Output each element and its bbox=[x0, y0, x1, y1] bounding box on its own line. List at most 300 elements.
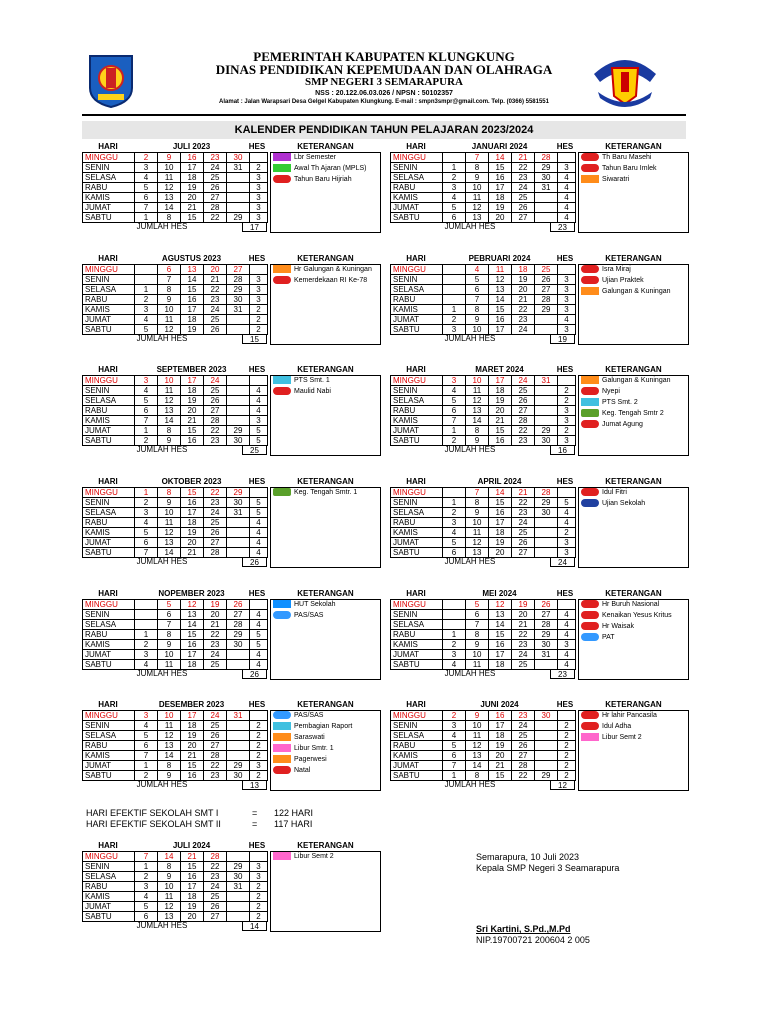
keterangan-item bbox=[273, 164, 367, 174]
hes-cell bbox=[558, 488, 576, 498]
keterangan-item bbox=[273, 175, 352, 185]
date-cell: 10 bbox=[158, 376, 181, 386]
date-cell: 28 bbox=[204, 548, 227, 558]
date-cell: 25 bbox=[204, 892, 227, 902]
keterangan-item bbox=[581, 287, 671, 297]
date-cell: 31 bbox=[227, 163, 250, 173]
day-row bbox=[83, 751, 268, 761]
hes-cell: 3 bbox=[558, 295, 576, 305]
date-cell: 25 bbox=[204, 660, 227, 670]
keterangan-text: Hr lahir Pancasila bbox=[602, 712, 657, 719]
day-row bbox=[83, 548, 268, 558]
date-cell: 9 bbox=[158, 771, 181, 781]
date-cell: 28 bbox=[204, 416, 227, 426]
hari-header: HARI bbox=[406, 365, 426, 374]
day-row bbox=[391, 213, 576, 223]
date-cell: 13 bbox=[158, 406, 181, 416]
date-cell: 18 bbox=[512, 265, 535, 275]
day-name: KAMIS bbox=[83, 751, 135, 761]
date-cell: 17 bbox=[181, 711, 204, 721]
keterangan-item bbox=[273, 611, 323, 621]
date-cell: 8 bbox=[466, 498, 489, 508]
keterangan-text: Tahun Baru Hijriah bbox=[294, 176, 352, 183]
keterangan-text: Galungan & Kuningan bbox=[602, 288, 671, 295]
keterangan-text: Isra Miraj bbox=[602, 266, 631, 273]
day-name: SABTU bbox=[391, 771, 443, 781]
hes-cell: 2 bbox=[558, 396, 576, 406]
legend-swatch-icon bbox=[581, 376, 599, 384]
day-name: JUMAT bbox=[391, 203, 443, 213]
date-cell bbox=[535, 386, 558, 396]
hes-cell: 4 bbox=[558, 620, 576, 630]
day-name: MINGGU bbox=[83, 153, 135, 163]
date-cell: 9 bbox=[158, 498, 181, 508]
date-cell: 18 bbox=[181, 892, 204, 902]
hes-header: HES bbox=[248, 142, 266, 151]
date-cell: 2 bbox=[443, 173, 466, 183]
date-cell: 7 bbox=[443, 761, 466, 771]
keterangan-text: Keg. Tengah Smtr 2 bbox=[602, 410, 664, 417]
date-cell: 22 bbox=[204, 213, 227, 223]
hes-header: HES bbox=[556, 142, 574, 151]
date-cell bbox=[227, 741, 250, 751]
jumlah-value: 13 bbox=[242, 780, 267, 790]
date-cell: 28 bbox=[535, 488, 558, 498]
legend-swatch-icon bbox=[273, 722, 291, 730]
date-cell: 10 bbox=[158, 305, 181, 315]
date-cell: 4 bbox=[443, 528, 466, 538]
month-block bbox=[390, 588, 689, 687]
hes-cell: 4 bbox=[558, 518, 576, 528]
legend-swatch-icon bbox=[581, 153, 599, 161]
day-row bbox=[83, 153, 268, 163]
date-cell: 11 bbox=[466, 193, 489, 203]
date-cell bbox=[227, 902, 250, 912]
date-cell: 25 bbox=[512, 660, 535, 670]
keterangan-text: Siwaratri bbox=[602, 176, 630, 183]
date-cell: 31 bbox=[535, 650, 558, 660]
month-name: NOPEMBER 2023 bbox=[158, 589, 225, 598]
keterangan-item bbox=[581, 622, 634, 632]
hes-cell bbox=[250, 488, 268, 498]
hes-cell bbox=[250, 600, 268, 610]
day-row bbox=[391, 731, 576, 741]
day-row bbox=[391, 600, 576, 610]
hes-cell: 3 bbox=[250, 183, 268, 193]
date-cell: 26 bbox=[512, 741, 535, 751]
keterangan-text: Libur Smtr. 1 bbox=[294, 745, 334, 752]
effective-eq: = bbox=[252, 808, 258, 818]
day-name: SENIN bbox=[83, 386, 135, 396]
legend-swatch-icon bbox=[581, 499, 599, 507]
date-cell: 26 bbox=[227, 600, 250, 610]
date-cell: 9 bbox=[466, 173, 489, 183]
day-row bbox=[83, 660, 268, 670]
month-header bbox=[82, 588, 381, 599]
date-cell: 11 bbox=[489, 265, 512, 275]
date-cell: 29 bbox=[227, 488, 250, 498]
keterangan-header: KETERANGAN bbox=[297, 841, 354, 850]
hes-cell: 4 bbox=[558, 183, 576, 193]
keterangan-item bbox=[273, 488, 357, 498]
date-cell: 21 bbox=[181, 751, 204, 761]
keterangan-item bbox=[581, 499, 645, 509]
day-name: JUMAT bbox=[391, 761, 443, 771]
header-line-2: DINAS PENDIDIKAN KEPEMUDAAN DAN OLAHRAGA bbox=[215, 62, 553, 77]
jumlah-row bbox=[82, 557, 267, 567]
day-row bbox=[391, 416, 576, 426]
keterangan-item bbox=[581, 611, 672, 621]
date-cell: 14 bbox=[466, 761, 489, 771]
date-cell: 18 bbox=[489, 660, 512, 670]
day-row bbox=[83, 902, 268, 912]
jumlah-label: JUMLAH HES bbox=[444, 222, 496, 231]
date-cell: 1 bbox=[443, 163, 466, 173]
date-cell: 28 bbox=[227, 275, 250, 285]
date-cell: 15 bbox=[181, 213, 204, 223]
date-cell: 5 bbox=[135, 731, 158, 741]
date-cell: 17 bbox=[489, 650, 512, 660]
month-name: AGUSTUS 2023 bbox=[161, 254, 222, 263]
date-cell: 3 bbox=[443, 721, 466, 731]
jumlah-label: JUMLAH HES bbox=[136, 445, 188, 454]
date-cell: 30 bbox=[535, 173, 558, 183]
day-row bbox=[391, 376, 576, 386]
keterangan-list bbox=[578, 710, 689, 791]
keterangan-list bbox=[578, 487, 689, 568]
date-cell: 26 bbox=[512, 203, 535, 213]
date-cell: 8 bbox=[466, 426, 489, 436]
month-table bbox=[82, 851, 268, 922]
date-cell: 25 bbox=[204, 518, 227, 528]
date-cell: 22 bbox=[512, 305, 535, 315]
date-cell: 12 bbox=[158, 731, 181, 741]
date-cell: 26 bbox=[204, 902, 227, 912]
month-name: MARET 2024 bbox=[475, 365, 524, 374]
day-row bbox=[391, 761, 576, 771]
day-row bbox=[391, 548, 576, 558]
date-cell: 8 bbox=[466, 163, 489, 173]
legend-swatch-icon bbox=[273, 852, 291, 860]
date-cell: 23 bbox=[204, 872, 227, 882]
date-cell: 14 bbox=[489, 620, 512, 630]
hes-cell: 2 bbox=[250, 315, 268, 325]
keterangan-list bbox=[578, 264, 689, 345]
hes-cell: 3 bbox=[558, 640, 576, 650]
date-cell bbox=[227, 721, 250, 731]
month-block bbox=[82, 253, 381, 352]
date-cell: 17 bbox=[489, 325, 512, 335]
date-cell: 16 bbox=[181, 153, 204, 163]
jumlah-value: 24 bbox=[550, 557, 575, 567]
date-cell: 6 bbox=[135, 741, 158, 751]
date-cell: 22 bbox=[512, 498, 535, 508]
hes-cell bbox=[558, 711, 576, 721]
month-table bbox=[82, 375, 268, 446]
date-cell bbox=[443, 295, 466, 305]
keterangan-item bbox=[273, 733, 325, 743]
hes-header: HES bbox=[556, 700, 574, 709]
date-cell bbox=[227, 751, 250, 761]
month-header bbox=[82, 253, 381, 264]
day-name: SELASA bbox=[391, 731, 443, 741]
date-cell: 15 bbox=[181, 488, 204, 498]
date-cell: 10 bbox=[158, 711, 181, 721]
day-name: MINGGU bbox=[83, 711, 135, 721]
date-cell: 2 bbox=[443, 640, 466, 650]
day-name: SABTU bbox=[83, 213, 135, 223]
date-cell: 2 bbox=[443, 315, 466, 325]
day-name: MINGGU bbox=[391, 488, 443, 498]
date-cell: 30 bbox=[535, 711, 558, 721]
date-cell: 30 bbox=[535, 436, 558, 446]
day-name: SELASA bbox=[83, 173, 135, 183]
jumlah-label: JUMLAH HES bbox=[136, 557, 188, 566]
date-cell: 17 bbox=[181, 650, 204, 660]
day-row bbox=[83, 203, 268, 213]
keterangan-text: Saraswati bbox=[294, 734, 325, 741]
month-name: MEI 2024 bbox=[482, 589, 517, 598]
date-cell: 19 bbox=[489, 203, 512, 213]
date-cell: 5 bbox=[158, 600, 181, 610]
keterangan-list bbox=[270, 599, 381, 680]
date-cell: 21 bbox=[204, 620, 227, 630]
date-cell: 17 bbox=[181, 163, 204, 173]
date-cell: 14 bbox=[158, 203, 181, 213]
day-name: SABTU bbox=[83, 771, 135, 781]
legend-swatch-icon bbox=[273, 175, 291, 183]
date-cell: 30 bbox=[227, 295, 250, 305]
date-cell: 13 bbox=[466, 213, 489, 223]
date-cell bbox=[535, 325, 558, 335]
hes-cell: 2 bbox=[558, 426, 576, 436]
hes-cell: 2 bbox=[250, 912, 268, 922]
date-cell: 2 bbox=[135, 436, 158, 446]
keterangan-header: KETERANGAN bbox=[297, 254, 354, 263]
day-row bbox=[391, 285, 576, 295]
date-cell: 29 bbox=[535, 630, 558, 640]
date-cell: 10 bbox=[158, 882, 181, 892]
date-cell: 1 bbox=[443, 426, 466, 436]
effective-eq: = bbox=[252, 819, 258, 829]
hes-cell: 2 bbox=[558, 721, 576, 731]
day-row bbox=[391, 498, 576, 508]
jumlah-value: 17 bbox=[242, 222, 267, 232]
date-cell bbox=[227, 416, 250, 426]
hes-header: HES bbox=[248, 254, 266, 263]
date-cell: 22 bbox=[512, 426, 535, 436]
date-cell: 26 bbox=[204, 528, 227, 538]
hes-cell: 3 bbox=[250, 295, 268, 305]
keterangan-text: Idul Adha bbox=[602, 723, 632, 730]
jumlah-row bbox=[82, 445, 267, 455]
day-row bbox=[83, 386, 268, 396]
jumlah-row bbox=[82, 921, 267, 931]
date-cell: 1 bbox=[135, 488, 158, 498]
month-header bbox=[390, 476, 689, 487]
hes-cell: 3 bbox=[250, 416, 268, 426]
effective-value: 122 HARI bbox=[274, 808, 314, 818]
month-block bbox=[390, 476, 689, 575]
jumlah-value: 12 bbox=[550, 780, 575, 790]
hari-header: HARI bbox=[406, 477, 426, 486]
date-cell: 28 bbox=[227, 620, 250, 630]
month-block bbox=[390, 253, 689, 352]
day-name: RABU bbox=[391, 630, 443, 640]
month-header bbox=[82, 476, 381, 487]
hes-cell bbox=[250, 852, 268, 862]
day-row bbox=[83, 173, 268, 183]
date-cell: 15 bbox=[489, 771, 512, 781]
day-name: SELASA bbox=[391, 508, 443, 518]
jumlah-value: 19 bbox=[550, 334, 575, 344]
date-cell: 4 bbox=[135, 173, 158, 183]
keterangan-text: PAS/SAS bbox=[294, 612, 324, 619]
jumlah-row bbox=[82, 222, 267, 232]
date-cell: 13 bbox=[466, 751, 489, 761]
month-header bbox=[390, 253, 689, 264]
day-name: MINGGU bbox=[83, 852, 135, 862]
day-name: SELASA bbox=[83, 508, 135, 518]
keterangan-item bbox=[273, 600, 336, 610]
day-row bbox=[391, 153, 576, 163]
date-cell bbox=[535, 741, 558, 751]
date-cell bbox=[443, 488, 466, 498]
jumlah-row bbox=[82, 780, 267, 790]
date-cell: 2 bbox=[135, 640, 158, 650]
date-cell: 15 bbox=[489, 630, 512, 640]
date-cell: 23 bbox=[204, 771, 227, 781]
day-row bbox=[391, 173, 576, 183]
date-cell: 11 bbox=[158, 386, 181, 396]
date-cell: 3 bbox=[135, 711, 158, 721]
keterangan-text: Hr Buruh Nasional bbox=[602, 601, 660, 608]
date-cell bbox=[443, 610, 466, 620]
signature-place-date: Semarapura, 10 Juli 2023 bbox=[476, 852, 580, 862]
keterangan-item bbox=[273, 376, 330, 386]
day-name: SABTU bbox=[83, 548, 135, 558]
date-cell: 10 bbox=[466, 650, 489, 660]
date-cell: 1 bbox=[443, 771, 466, 781]
date-cell bbox=[227, 538, 250, 548]
date-cell: 13 bbox=[158, 912, 181, 922]
date-cell: 27 bbox=[204, 406, 227, 416]
legend-swatch-icon bbox=[581, 287, 599, 295]
date-cell bbox=[135, 275, 158, 285]
jumlah-label: JUMLAH HES bbox=[444, 780, 496, 789]
hes-cell: 2 bbox=[250, 771, 268, 781]
date-cell: 15 bbox=[489, 305, 512, 315]
month-header bbox=[82, 840, 381, 851]
date-cell bbox=[535, 731, 558, 741]
day-name: SENIN bbox=[391, 275, 443, 285]
date-cell: 6 bbox=[158, 610, 181, 620]
date-cell: 14 bbox=[158, 852, 181, 862]
date-cell: 12 bbox=[158, 528, 181, 538]
day-name: SABTU bbox=[391, 213, 443, 223]
day-row bbox=[83, 508, 268, 518]
effective-value: 117 HARI bbox=[274, 819, 313, 829]
date-cell: 22 bbox=[204, 862, 227, 872]
date-cell bbox=[227, 731, 250, 741]
day-row bbox=[83, 731, 268, 741]
day-name: MINGGU bbox=[83, 376, 135, 386]
day-name: KAMIS bbox=[391, 528, 443, 538]
keterangan-header: KETERANGAN bbox=[605, 142, 662, 151]
keterangan-list bbox=[270, 152, 381, 233]
date-cell: 17 bbox=[489, 376, 512, 386]
hes-header: HES bbox=[556, 477, 574, 486]
date-cell: 9 bbox=[158, 640, 181, 650]
day-name: JUMAT bbox=[83, 761, 135, 771]
date-cell: 14 bbox=[489, 153, 512, 163]
day-name: RABU bbox=[391, 406, 443, 416]
keterangan-header: KETERANGAN bbox=[605, 589, 662, 598]
keterangan-item bbox=[581, 376, 671, 386]
day-row bbox=[83, 600, 268, 610]
date-cell: 16 bbox=[489, 436, 512, 446]
day-name: JUMAT bbox=[83, 203, 135, 213]
day-row bbox=[83, 620, 268, 630]
hes-cell: 2 bbox=[558, 751, 576, 761]
keterangan-header: KETERANGAN bbox=[605, 477, 662, 486]
day-name: RABU bbox=[391, 183, 443, 193]
date-cell: 14 bbox=[158, 751, 181, 761]
day-row bbox=[83, 396, 268, 406]
date-cell bbox=[227, 892, 250, 902]
date-cell: 12 bbox=[158, 902, 181, 912]
date-cell: 21 bbox=[512, 295, 535, 305]
date-cell: 17 bbox=[489, 518, 512, 528]
date-cell: 15 bbox=[181, 285, 204, 295]
date-cell: 28 bbox=[535, 620, 558, 630]
date-cell: 16 bbox=[489, 315, 512, 325]
date-cell: 19 bbox=[181, 396, 204, 406]
day-name: SELASA bbox=[83, 396, 135, 406]
hes-cell: 2 bbox=[250, 325, 268, 335]
hes-cell bbox=[558, 153, 576, 163]
date-cell: 28 bbox=[535, 295, 558, 305]
month-block bbox=[390, 699, 689, 798]
day-name: SENIN bbox=[83, 610, 135, 620]
jumlah-label: JUMLAH HES bbox=[136, 921, 188, 930]
date-cell: 8 bbox=[466, 305, 489, 315]
date-cell bbox=[535, 548, 558, 558]
hes-header: HES bbox=[556, 254, 574, 263]
date-cell: 9 bbox=[466, 640, 489, 650]
legend-swatch-icon bbox=[273, 488, 291, 496]
effective-label: HARI EFEKTIF SEKOLAH SMT II bbox=[86, 819, 221, 829]
jumlah-row bbox=[390, 669, 575, 679]
date-cell: 6 bbox=[466, 285, 489, 295]
day-name: RABU bbox=[391, 295, 443, 305]
date-cell: 10 bbox=[158, 163, 181, 173]
date-cell: 7 bbox=[135, 751, 158, 761]
date-cell: 6 bbox=[443, 213, 466, 223]
day-name: KAMIS bbox=[83, 416, 135, 426]
date-cell bbox=[535, 761, 558, 771]
signature-name: Sri Kartini, S.Pd.,M.Pd bbox=[476, 924, 571, 934]
day-name: MINGGU bbox=[391, 376, 443, 386]
day-row bbox=[83, 406, 268, 416]
day-name: JUMAT bbox=[83, 538, 135, 548]
jumlah-label: JUMLAH HES bbox=[444, 334, 496, 343]
date-cell: 20 bbox=[181, 406, 204, 416]
legend-swatch-icon bbox=[581, 387, 599, 395]
date-cell: 11 bbox=[158, 721, 181, 731]
date-cell: 31 bbox=[535, 183, 558, 193]
date-cell: 12 bbox=[158, 396, 181, 406]
